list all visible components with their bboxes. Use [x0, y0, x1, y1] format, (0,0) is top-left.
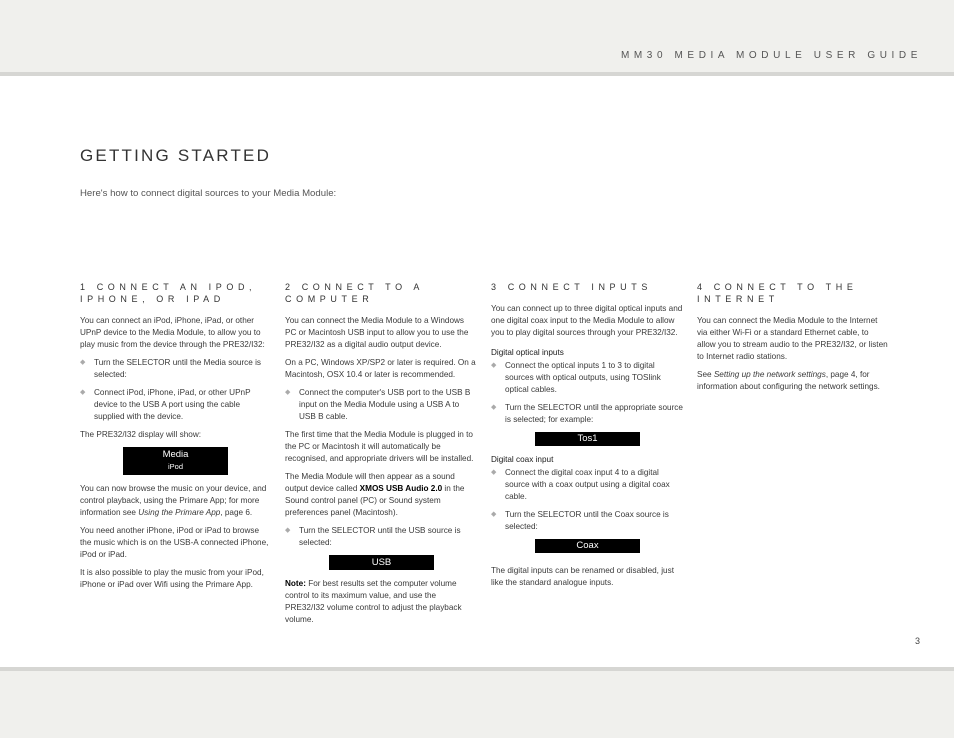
page-number: 3 [914, 636, 920, 646]
display-tos1: Tos1 [535, 432, 640, 446]
paragraph: You can connect an iPod, iPhone, iPad, or other UPnP device to the Media Module, to allow you to play music from the device through the PRE32/I32: [80, 316, 265, 349]
section-connect-computer [285, 281, 477, 632]
bullet-list [491, 360, 683, 426]
header-band [0, 0, 954, 72]
section-title: 2 CONNECT TO A COMPUTER [285, 282, 424, 304]
note: Note: For best results set the computer volume control to its maximum value, and use the PRE32/I32 volume control to adjust the playback volume. [285, 579, 462, 624]
list-item: ◆ Connect the optical inputs 1 to 3 to digital sources with optical outputs, using TOSlink optical cables. [491, 361, 661, 394]
list-item: ◆ Connect the digital coax input 4 to a digital source with a coax output using a digital coax cable. [491, 468, 670, 501]
list-item: ◆ Connect iPod, iPhone, iPad, or other UPnP device to the USB A port using the cable supplied with the device. [80, 388, 251, 421]
diamond-bullet-icon: ◆ [491, 511, 497, 518]
page-title: GETTING STARTED [80, 146, 272, 165]
guide-title: MM30 MEDIA MODULE USER GUIDE [620, 50, 922, 61]
bullet-list [80, 357, 272, 423]
bullet-list [285, 525, 477, 549]
paragraph: The first time that the Media Module is plugged in to the PC or Macintosh it will automatically be recognised, and appropriate drivers will be installed. [285, 430, 474, 463]
paragraph: You can connect up to three digital optical inputs and one digital coax input to the Media Module to allow you to play digital sources through your PRE32/I32. [491, 304, 683, 337]
paragraph: The PRE32/I32 display will show: [80, 430, 202, 439]
footer-band [0, 671, 954, 738]
bullet-list [285, 387, 477, 423]
paragraph: On a PC, Windows XP/SP2 or later is required. On a Macintosh, OSX 10.4 or later is recommended. [285, 358, 476, 379]
display-media [123, 447, 228, 475]
diamond-bullet-icon: ◆ [285, 527, 291, 534]
list-item: ◆ Turn the SELECTOR until the Media source is selected: [80, 358, 262, 379]
display-line-2: iPod [167, 462, 183, 471]
reference-link: Setting up the network settings [713, 370, 826, 379]
section-connect-ipod [80, 281, 272, 597]
paragraph: You need another iPhone, iPod or iPad to browse the music which is on the USB-A connected iPhone, iPod or iPad. [80, 526, 269, 559]
diamond-bullet-icon: ◆ [80, 359, 86, 366]
diamond-bullet-icon: ◆ [491, 362, 497, 369]
paragraph: See Setting up the network settings, page 4, for information about configuring the network settings. [697, 370, 880, 391]
section-connect-internet [697, 281, 889, 399]
paragraph: The Media Module will then appear as a sound output device called XMOS USB Audio 2.0 in the Sound control panel (PC) or Sound system preferences panel (Macintosh). [285, 472, 465, 517]
section-connect-inputs [491, 281, 683, 595]
device-name: XMOS USB Audio 2.0 [359, 484, 443, 493]
reference-link: Using the Primare App [138, 508, 221, 517]
list-item: ◆ Turn the SELECTOR until the USB source is selected: [285, 526, 461, 547]
list-item: ◆ Turn the SELECTOR until the appropriate source is selected; for example: [491, 403, 683, 424]
subheading-coax: Digital coax input [491, 455, 554, 464]
list-item: ◆ Turn the SELECTOR until the Coax source is selected: [491, 510, 669, 531]
note-label: Note: [285, 579, 306, 588]
display-line-1: Media [162, 449, 189, 460]
display-usb: USB [329, 555, 434, 570]
section-title: 3 CONNECT INPUTS [491, 282, 652, 292]
display-coax: Coax [535, 539, 640, 553]
paragraph: You can connect the Media Module to the Internet via either Wi-Fi or a standard Ethernet cable, to allow you to stream audio to the PRE32/I32, or listen to Internet radio stations. [697, 316, 888, 361]
list-item: ◆ Connect the computer's USB port to the USB B input on the Media Module using a USB A to USB B cable. [285, 388, 471, 421]
section-title: 1 CONNECT AN IPOD, IPHONE, OR IPAD [80, 282, 257, 304]
diamond-bullet-icon: ◆ [491, 469, 497, 476]
diamond-bullet-icon: ◆ [80, 389, 86, 396]
diamond-bullet-icon: ◆ [491, 404, 497, 411]
diamond-bullet-icon: ◆ [285, 389, 291, 396]
intro-text: Here's how to connect digital sources to your Media Module: [80, 188, 337, 199]
section-title: 4 CONNECT TO THE INTERNET [697, 282, 858, 304]
paragraph: The digital inputs can be renamed or disabled, just like the standard analogue inputs. [491, 566, 674, 587]
paragraph: You can connect the Media Module to a Windows PC or Macintosh USB input to allow you to use the PRE32/I32 as a digital audio output device. [285, 316, 469, 349]
paragraph: You can now browse the music on your device, and control playback, using the Primare App; for more information see Using the Primare App, page 6. [80, 484, 267, 517]
bullet-list [491, 467, 683, 533]
subheading-optical: Digital optical inputs [491, 348, 564, 357]
paragraph: It is also possible to play the music from your iPod, iPhone or iPad over Wifi using the Primare App. [80, 568, 264, 589]
